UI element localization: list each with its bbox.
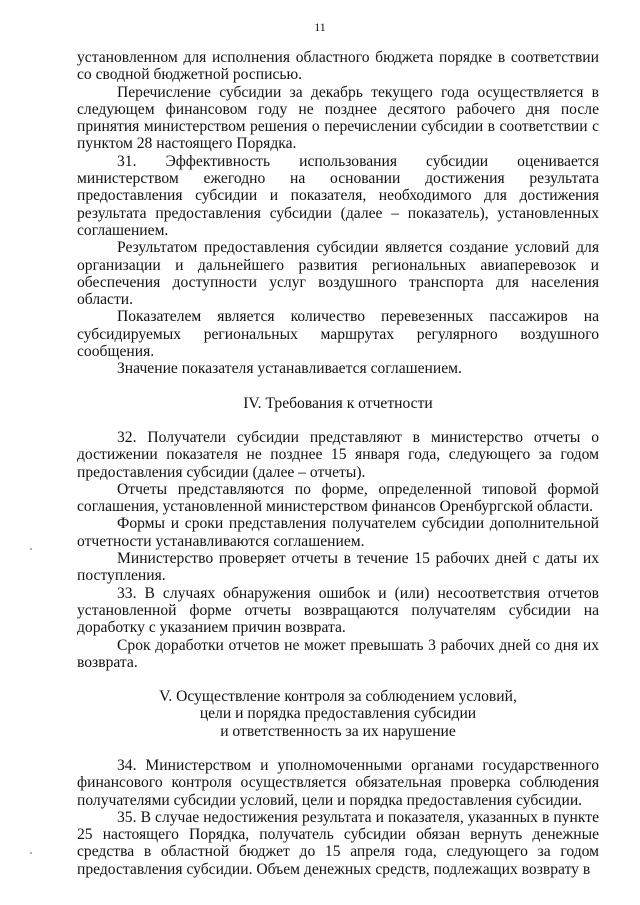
paragraph: Министерство проверяет отчеты в течение 15 рабочих дней с даты их поступления. — [77, 550, 599, 585]
paragraph: 35. В случае недостижения результата и показателя, указанных в пункте 25 настоящего Порядка, получатель субсидии обязан вернуть денежные средства в областной бюджет до 15 апреля года, следующего за годом предоставления субсидии. Объем денежных средств, подлежащих возврату в — [77, 808, 599, 878]
scan-mark — [30, 852, 32, 854]
spacer — [77, 412, 599, 429]
paragraph: Формы и сроки представления получателем субсидии дополнительной отчетности устанавливаются соглашением. — [77, 515, 599, 550]
paragraph: Результатом предоставления субсидии является создание условий для организации и дальнейшего развития региональных авиаперевозок и обеспечения доступности услуг воздушного транспорта для населения области. — [77, 239, 599, 309]
paragraph: Отчеты представляются по форме, определенной типовой формой соглашения, установленной министерством финансов Оренбургской области. — [77, 480, 599, 516]
section-heading — [77, 395, 599, 412]
page-number: 11 — [314, 20, 326, 34]
scan-mark — [30, 548, 32, 550]
paragraph: Перечисление субсидии за декабрь текущего года осуществляется в следующем финансовом году не позднее десятого рабочего дня после принятия министерством решения о перечислении субсидии в соответствии с пунктом 28 настоящего Порядка. — [77, 83, 599, 153]
section-heading-line: V. Осуществление контроля за соблюдением условий, — [159, 688, 517, 706]
spacer — [77, 740, 599, 757]
paragraph: установленном для исполнения областного бюджета порядке в соответствии со сводной бюджетной росписью. — [77, 49, 599, 84]
paragraph: Значение показателя устанавливается соглашением. — [117, 360, 462, 378]
spacer — [77, 671, 599, 688]
paragraph: 33. В случаях обнаружения ошибок и (или) несоответствия отчетов установленной форме отчеты возвращаются получателям субсидии на доработку с указанием причин возврата. — [77, 584, 599, 637]
document-body — [77, 49, 599, 878]
paragraph: 34. Министерством и уполномоченными органами государственного финансового контроля осуществляется обязательная проверка соблюдения получателями субсидии условий, цели и порядка предоставления субсидии. — [77, 756, 599, 809]
paragraph: Срок доработки отчетов не может превышать 3 рабочих дней со дня их возврата. — [77, 636, 599, 671]
section-heading — [77, 688, 599, 740]
section-heading-line: цели и порядка предоставления субсидии — [199, 705, 477, 723]
section-heading-line: и ответственность за их нарушение — [220, 722, 456, 740]
section-heading-line: IV. Требования к отчетности — [243, 394, 433, 412]
paragraph: 31. Эффективность использования субсидии оценивается министерством ежегодно на основании достижения результата предоставления субсидии и показателя, необходимого для достижения результата предоставления субсидии (далее – показатель), установленных соглашением. — [77, 152, 599, 239]
spacer — [77, 378, 599, 395]
paragraph: 32. Получатели субсидии представляют в министерство отчеты о достижении показателя не позднее 15 января года, следующего за годом предоставления субсидии (далее – отчеты). — [77, 428, 599, 481]
paragraph: Показателем является количество перевезенных пассажиров на субсидируемых региональных маршрутах регулярного воздушного сообщения. — [77, 308, 599, 361]
